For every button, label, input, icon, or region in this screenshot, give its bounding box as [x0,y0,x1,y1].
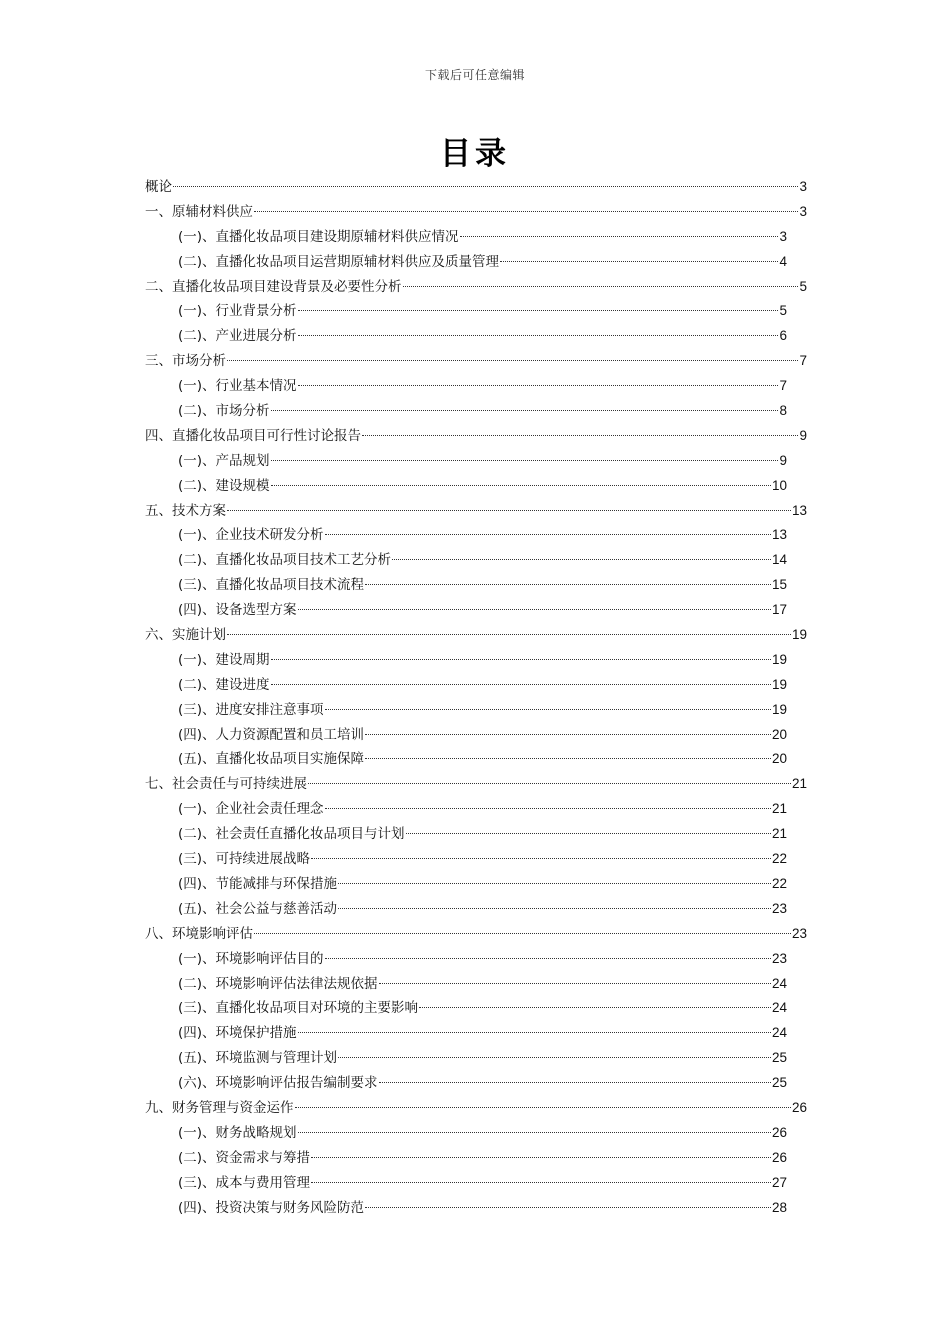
toc-entry-label: (一)、财务战略规划 [178,1124,297,1141]
toc-entry-label: (五)、直播化妆品项目实施保障 [178,751,365,768]
header-note: 下载后可任意编辑 [424,68,525,82]
toc-entry-page-number: 13 [771,527,787,543]
toc-entry-page-number: 21 [771,801,787,817]
toc-entry[interactable] [145,523,807,548]
toc-entry-label: (四)、人力资源配置和员工培训 [178,726,365,743]
toc-entry-page-number: 14 [771,552,787,568]
toc-entry-page-number: 24 [771,975,787,991]
dot-leader [406,833,771,834]
dot-leader [308,783,791,784]
toc-entry-label: 五、技术方案 [145,502,226,519]
toc-entry[interactable] [145,1146,807,1171]
toc-entry[interactable] [145,996,807,1021]
toc-entry-label: (二)、产业进展分析 [178,328,297,345]
toc-entry-label: (二)、直播化妆品项目技术工艺分析 [178,552,392,569]
dot-leader [173,186,798,187]
toc-entry-label: (三)、进度安排注意事项 [178,701,324,718]
toc-entry[interactable] [145,424,807,449]
dot-leader [365,734,771,735]
toc-entry-page-number: 24 [771,1000,787,1016]
toc-entry-label: (一)、企业技术研发分析 [178,527,324,544]
toc-entry[interactable] [145,573,807,598]
toc-entry[interactable] [145,598,807,623]
toc-entry-label: (一)、行业基本情况 [178,378,297,395]
toc-entry[interactable] [145,648,807,673]
toc-entry-label: (五)、环境监测与管理计划 [178,1050,338,1067]
toc-entry[interactable] [145,225,807,250]
toc-entry[interactable] [145,374,807,399]
toc-entry-page-number: 25 [771,1075,787,1091]
toc-entry-page-number: 8 [779,403,787,419]
dot-leader [298,385,779,386]
toc-entry[interactable] [145,299,807,324]
dot-leader [392,559,771,560]
toc-entry-page-number: 13 [791,502,807,518]
toc-entry-page-number: 19 [771,651,787,667]
toc-entry-page-number: 19 [791,627,807,643]
toc-entry-label: (二)、建设进度 [178,676,270,693]
toc-entry-page-number: 15 [771,577,787,593]
dot-leader [271,485,771,486]
toc-entry-page-number: 20 [771,751,787,767]
toc-entry[interactable] [145,797,807,822]
toc-entry-label: 八、环境影响评估 [145,925,253,942]
toc-entry-page-number: 23 [771,950,787,966]
dot-leader [311,1182,771,1183]
toc-entry[interactable] [145,250,807,275]
dot-leader [227,360,798,361]
toc-entry[interactable] [145,698,807,723]
toc-entry[interactable] [145,499,807,524]
dot-leader [298,310,779,311]
dot-leader [311,858,771,859]
toc-entry[interactable] [145,474,807,499]
toc-entry-page-number: 5 [799,278,807,294]
toc-entry-label: (一)、环境影响评估目的 [178,950,324,967]
toc-entry-page-number: 24 [771,1025,787,1041]
dot-leader [311,1157,771,1158]
toc-entry[interactable] [145,175,807,200]
toc-entry-label: 一、原辅材料供应 [145,203,253,220]
dot-leader [227,510,791,511]
dot-leader [298,1032,771,1033]
toc-entry-page-number: 3 [779,228,787,244]
toc-entry-label: (一)、建设周期 [178,651,270,668]
dot-leader [338,883,771,884]
dot-leader [254,933,791,934]
toc-entry[interactable] [145,1121,807,1146]
toc-entry-label: (五)、社会公益与慈善活动 [178,900,338,917]
toc-entry-page-number: 21 [771,826,787,842]
toc-entry[interactable] [145,1096,807,1121]
toc-entry-page-number: 3 [799,203,807,219]
toc-entry-page-number: 19 [771,676,787,692]
toc-entry-page-number: 9 [779,452,787,468]
toc-entry[interactable] [145,200,807,225]
toc-entry[interactable] [145,548,807,573]
toc-entry[interactable] [145,847,807,872]
toc-entry-label: (三)、直播化妆品项目对环境的主要影响 [178,1000,419,1017]
toc-entry[interactable] [145,947,807,972]
toc-entry-page-number: 23 [771,900,787,916]
dot-leader [298,1132,771,1133]
dot-leader [419,1007,771,1008]
toc-entry-page-number: 21 [791,776,807,792]
dot-leader [271,659,771,660]
page-title: 目录 [440,136,510,172]
dot-leader [295,1107,791,1108]
toc-entry[interactable] [145,623,807,648]
toc-entry-page-number: 27 [771,1174,787,1190]
toc-entry[interactable] [145,922,807,947]
dot-leader [338,1057,771,1058]
toc-entry-page-number: 22 [771,851,787,867]
toc-entry-page-number: 3 [799,179,807,194]
toc-entry-label: (一)、企业社会责任理念 [178,801,324,818]
toc-entry[interactable] [145,399,807,424]
dot-leader [379,1082,771,1083]
toc-entry-label: (二)、建设规模 [178,477,270,494]
dot-leader [365,1207,771,1208]
toc-entry-page-number: 7 [779,378,787,394]
toc-entry[interactable] [145,822,807,847]
toc-entry-label: (一)、行业背景分析 [178,303,297,320]
dot-leader [362,435,798,436]
toc-entry-label: 四、直播化妆品项目可行性讨论报告 [145,427,361,444]
dot-leader [325,534,771,535]
toc-entry-page-number: 7 [799,353,807,369]
toc-entry-page-number: 26 [791,1099,807,1115]
dot-leader [271,460,779,461]
toc-entry-page-number: 28 [771,1199,787,1215]
toc-entry-page-number: 26 [771,1124,787,1140]
dot-leader [298,335,779,336]
dot-leader [325,709,771,710]
toc-entry[interactable] [145,349,807,374]
toc-entry[interactable] [145,275,807,300]
toc-entry-label: (二)、市场分析 [178,403,270,420]
toc-entry[interactable] [145,872,807,897]
toc-entry[interactable] [145,972,807,997]
toc-entry-label: 九、财务管理与资金运作 [145,1099,294,1116]
dot-leader [254,211,798,212]
toc-entry[interactable] [145,772,807,797]
dot-leader [365,584,771,585]
toc-entry-label: 七、社会责任与可持续进展 [145,776,307,793]
toc-entry-label: (四)、投资决策与财务风险防范 [178,1199,365,1216]
toc-entry-label: (二)、环境影响评估法律法规依据 [178,975,378,992]
toc-entry-label: (三)、可持续进展战略 [178,851,311,868]
dot-leader [365,758,771,759]
toc-entry-page-number: 10 [771,477,787,493]
dot-leader [338,908,771,909]
toc-entry-label: 二、直播化妆品项目建设背景及必要性分析 [145,278,402,295]
toc-entry-page-number: 26 [771,1149,787,1165]
toc-entry-page-number: 6 [779,328,787,344]
toc-entry-label: (三)、成本与费用管理 [178,1174,311,1191]
toc-entry[interactable] [145,1021,807,1046]
toc-entry-label: 六、实施计划 [145,627,226,644]
dot-leader [403,286,799,287]
toc-entry-page-number: 4 [779,253,787,269]
toc-entry-page-number: 25 [771,1050,787,1066]
toc-entry-label: (三)、直播化妆品项目技术流程 [178,577,365,594]
dot-leader [379,983,771,984]
dot-leader [227,634,791,635]
toc-entry-page-number: 19 [771,701,787,717]
toc-entry-label: (二)、社会责任直播化妆品项目与计划 [178,826,405,843]
dot-leader [500,261,778,262]
toc-entry-label: (六)、环境影响评估报告编制要求 [178,1075,378,1092]
toc-entry-page-number: 20 [771,726,787,742]
toc-entry-label: (一)、直播化妆品项目建设期原辅材料供应情况 [178,228,459,245]
dot-leader [298,609,771,610]
toc-entry[interactable] [145,1046,807,1071]
toc-entry-page-number: 22 [771,875,787,891]
toc-entry-label: 三、市场分析 [145,353,226,370]
toc-entry-page-number: 17 [771,602,787,618]
toc-entry[interactable] [145,1196,807,1221]
toc-entry-page-number: 23 [791,925,807,941]
dot-leader [460,236,779,237]
toc-entry[interactable] [145,747,807,772]
dot-leader [325,808,771,809]
toc-entry-label: (二)、直播化妆品项目运营期原辅材料供应及质量管理 [178,253,500,270]
toc-entry-page-number: 9 [799,427,807,443]
toc-entry[interactable] [145,1171,807,1196]
toc-entry-label: 概论 [145,179,172,195]
toc-entry[interactable] [145,324,807,349]
toc-entry-label: (一)、产品规划 [178,452,270,469]
dot-leader [271,684,771,685]
dot-leader [271,410,779,411]
toc-entry[interactable] [145,897,807,922]
table-of-contents [145,175,807,1220]
toc-entry-label: (四)、节能减排与环保措施 [178,875,338,892]
toc-entry-label: (四)、设备选型方案 [178,602,297,619]
dot-leader [325,958,771,959]
toc-entry[interactable] [145,723,807,748]
toc-entry[interactable] [145,673,807,698]
toc-entry-page-number: 5 [779,303,787,319]
toc-entry[interactable] [145,449,807,474]
toc-entry-label: (二)、资金需求与筹措 [178,1149,311,1166]
toc-entry-label: (四)、环境保护措施 [178,1025,297,1042]
toc-entry[interactable] [145,1071,807,1096]
